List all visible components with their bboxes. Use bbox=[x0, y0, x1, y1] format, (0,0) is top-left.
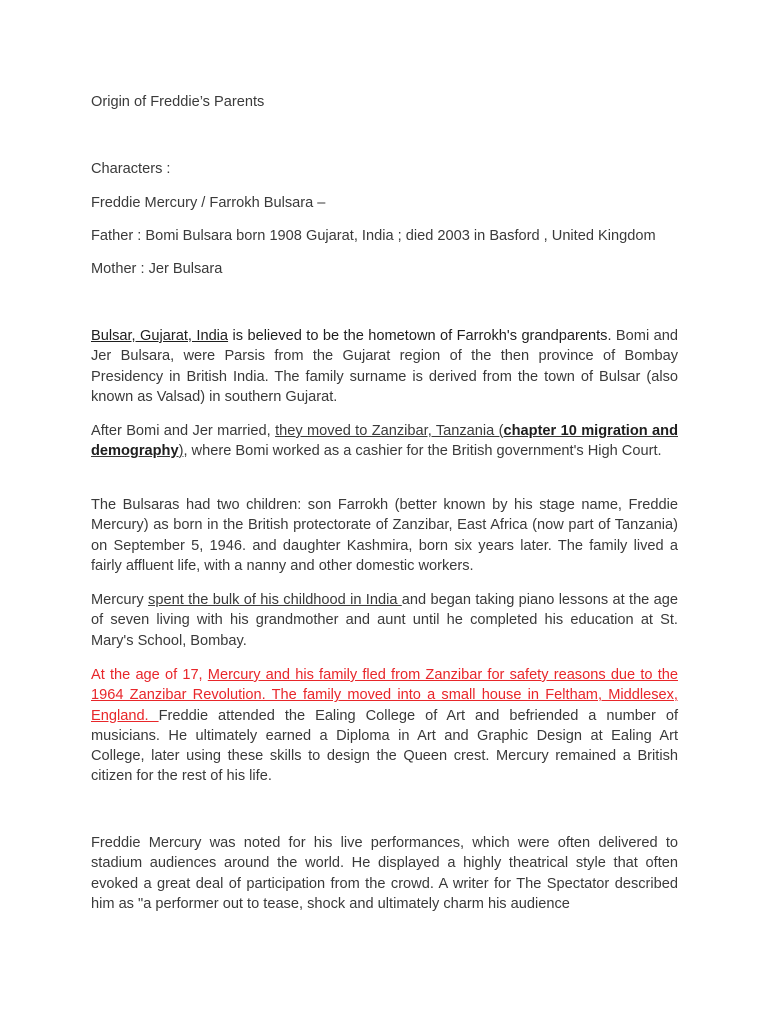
zanzibar-after: , where Bomi worked as a cashier for the British government's High Court. bbox=[183, 443, 662, 460]
paragraph-zanzibar-move bbox=[91, 421, 678, 462]
paragraph-revolution bbox=[91, 665, 678, 787]
childhood-after: and began taking piano lessons at the age of seven living with his grandmother and aunt until he completed his education at St. Mary's School, Bombay. bbox=[91, 592, 678, 649]
bulsar-link[interactable]: Bulsar, Gujarat, India bbox=[91, 328, 229, 344]
childhood-link[interactable]: spent the bulk of his childhood in India bbox=[148, 592, 402, 608]
revolution-red-link[interactable]: Mercury and his family fled from Zanzibar for safety reasons due to the 1964 Zanzibar Revolution. The family moved into a small house in Feltham, Middlesex, England. bbox=[91, 667, 678, 724]
childhood-before: Mercury bbox=[91, 592, 149, 608]
hometown-rest: Bomi and Jer Bulsara, were Parsis from the Gujarat region of the then province of Bombay Presidency in British India. The family surname is derived from the town of Bulsar (also known as Valsad) in southern Gujarat. bbox=[91, 328, 678, 405]
character-mother: Mother : Jer Bulsara bbox=[91, 261, 223, 277]
zanzibar-before: After Bomi and Jer married, bbox=[91, 423, 276, 439]
paragraph-childhood bbox=[91, 590, 678, 651]
character-father: Father : Bomi Bulsara born 1908 Gujarat, India ; died 2003 in Basford , United Kingdom bbox=[91, 228, 656, 244]
chapter-reference[interactable]: chapter 10 migration and demography bbox=[91, 423, 678, 460]
paragraph-children: The Bulsaras had two children: son Farrokh (better known by his stage name, Freddie Mercury) as born in the British protectorate of Zanzibar, East Africa (now part of Tanzania) on September 5, 1946. and daughter Kashmira, born six years later. The family lived a fairly affluent life, with a nanny and other domestic workers. bbox=[91, 497, 678, 574]
revolution-red-lead: At the age of 17, bbox=[91, 667, 208, 683]
hometown-lead: is believed to be the hometown of Farrokh's grandparents. bbox=[228, 328, 612, 344]
characters-heading: Characters : bbox=[91, 161, 171, 177]
zanzibar-close: ) bbox=[178, 443, 184, 460]
character-freddie: Freddie Mercury / Farrokh Bulsara – bbox=[91, 195, 326, 211]
revolution-after: Freddie attended the Ealing College of Art and befriended a number of musicians. He ultimately earned a Diploma in Art and Graphic Design at Ealing Art College, later using these skills to design the Queen crest. Mercury remained a British citizen for the rest of his life. bbox=[91, 707, 678, 785]
document-title: Origin of Freddie’s Parents bbox=[91, 94, 265, 110]
zanzibar-link[interactable]: they moved to Zanzibar, Tanzania ( bbox=[275, 423, 504, 439]
paragraph-hometown bbox=[91, 326, 678, 407]
paragraph-performances: Freddie Mercury was noted for his live performances, which were often delivered to stadium audiences around the world. He displayed a highly theatrical style that often evoked a great deal of participation from the crowd. A writer for The Spectator described him as "a performer out to tease, shock and ultimately charm his audience bbox=[91, 835, 678, 912]
